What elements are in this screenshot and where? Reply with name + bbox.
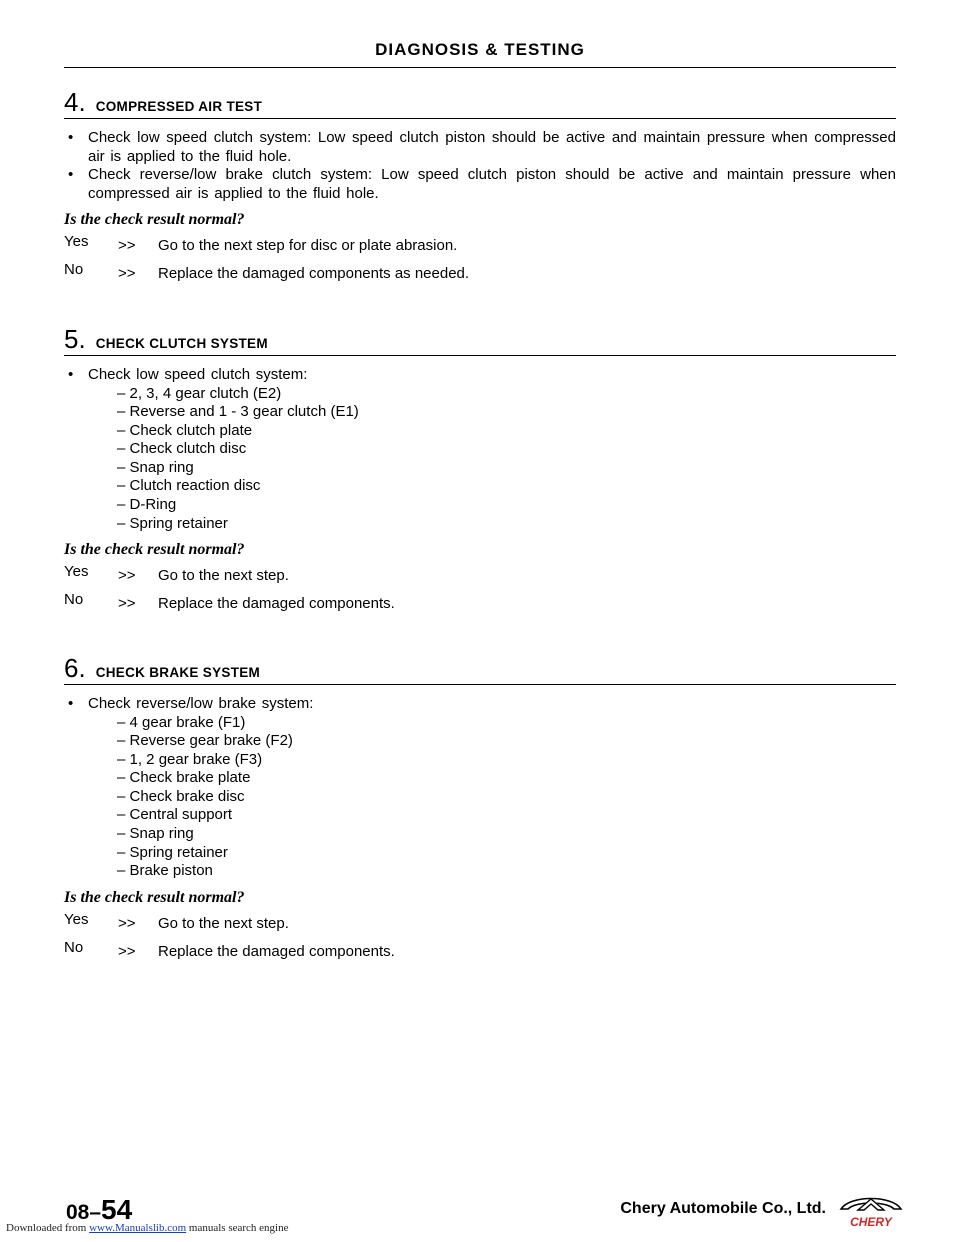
step-heading [64, 87, 896, 119]
bullet-text: Check reverse/low brake clutch system: Low speed clutch piston should be active and maintain pressure when compressed air is applied to the fluid hole. [88, 166, 896, 202]
step-title: COMPRESSED AIR TEST [95, 99, 263, 114]
step-number: 5. [64, 324, 86, 354]
download-suffix: manuals search engine [186, 1222, 289, 1234]
bullet-icon: • [68, 695, 74, 712]
page-header: DIAGNOSIS & TESTING [64, 40, 896, 68]
sub-item: – Spring retainer [117, 843, 228, 861]
answer-text: Replace the damaged components. [158, 942, 395, 960]
answer-arrow: >> [118, 265, 136, 282]
answer-text: Replace the damaged components. [158, 595, 395, 613]
bullet-icon: • [68, 129, 74, 146]
step-title: CHECK BRAKE SYSTEM [95, 665, 261, 680]
sub-item: – Central support [117, 806, 233, 824]
sub-item: – Check brake plate [117, 769, 251, 787]
step-heading [64, 653, 896, 685]
download-prefix: Downloaded from [6, 1222, 90, 1234]
answer-yes [64, 563, 896, 585]
bullet-text: Check reverse/low brake system: [88, 695, 314, 712]
answer-no [64, 591, 896, 613]
chery-logo-icon [838, 1193, 904, 1229]
answer-label: Yes [64, 233, 89, 250]
answer-label: Yes [64, 910, 89, 928]
logo-text: CHERY [850, 1215, 892, 1229]
step-number: 6. [64, 653, 86, 683]
sub-item: – Snap ring [117, 458, 194, 476]
answer-label: Yes [64, 563, 89, 581]
answer-no [64, 261, 896, 283]
answer-no [64, 938, 896, 961]
answer-arrow: >> [118, 237, 136, 254]
answer-arrow: >> [118, 595, 136, 613]
sub-item: – D-Ring [117, 496, 177, 514]
sub-item: – Reverse and 1 - 3 gear clutch (E1) [117, 403, 359, 421]
step-4-section [64, 87, 896, 283]
company-name: Chery Automobile Co., Ltd. [620, 1200, 826, 1217]
answer-arrow: >> [118, 567, 136, 585]
sub-item: – Reverse gear brake (F2) [117, 732, 293, 750]
sub-item: – Clutch reaction disc [117, 477, 261, 495]
bullet-text: Check low speed clutch system: [88, 366, 308, 383]
page-prefix: 08– [66, 1201, 102, 1224]
answer-text: Replace the damaged components as needed. [158, 265, 470, 282]
bullet-icon: • [68, 366, 74, 383]
sub-item: – Check brake disc [117, 787, 245, 805]
bullet-text: Check low speed clutch system: Low speed clutch piston should be active and maintain pressure when compressed air is applied to the fluid hole. [88, 129, 896, 165]
question: Is the check result normal? [64, 888, 245, 906]
bullet-icon: • [68, 166, 74, 183]
page-number-value: 54 [101, 1194, 133, 1225]
bullet-item [64, 129, 896, 166]
answer-arrow: >> [118, 942, 136, 960]
answer-yes [64, 233, 896, 255]
sub-item: – 1, 2 gear brake (F3) [117, 750, 263, 768]
download-notice [6, 1222, 288, 1234]
answer-label: No [64, 261, 84, 278]
step-title: CHECK CLUTCH SYSTEM [95, 336, 268, 351]
answer-label: No [64, 938, 84, 956]
step-5-section [64, 324, 896, 613]
sub-item: – Check clutch plate [117, 421, 253, 439]
answer-yes [64, 910, 896, 933]
sub-item: – 2, 3, 4 gear clutch (E2) [117, 384, 282, 402]
bullet-item [64, 166, 896, 203]
bullet-item [64, 695, 896, 714]
step-heading [64, 324, 896, 356]
step-number: 4. [64, 87, 86, 117]
manualslib-link[interactable]: www.Manualslib.com [89, 1222, 187, 1234]
step-6-section [64, 653, 896, 961]
sub-item: – Snap ring [117, 825, 194, 843]
question: Is the check result normal? [64, 541, 245, 559]
answer-text: Go to the next step. [158, 567, 289, 585]
question: Is the check result normal? [64, 211, 245, 228]
answer-text: Go to the next step. [158, 914, 289, 932]
answer-label: No [64, 591, 84, 609]
sub-item: – Spring retainer [117, 514, 228, 532]
answer-text: Go to the next step for disc or plate abrasion. [158, 237, 458, 254]
answer-arrow: >> [118, 914, 136, 932]
sub-item: – 4 gear brake (F1) [117, 713, 246, 731]
sub-item: – Check clutch disc [117, 440, 247, 458]
sub-item: – Brake piston [117, 862, 213, 880]
bullet-item [64, 366, 896, 385]
